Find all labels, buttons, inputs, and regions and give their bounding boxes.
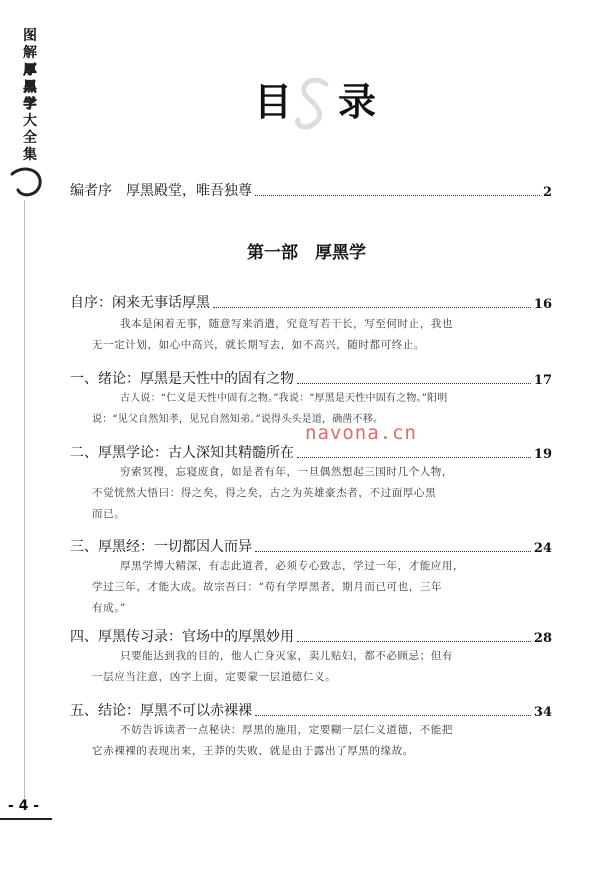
toc-heading — [250, 72, 390, 132]
decorative-swirl-icon — [4, 160, 48, 204]
toc-entry-label: 编者序 厚黑殿堂，唯吾独尊 — [70, 183, 252, 199]
toc-entry-summary — [92, 646, 453, 688]
margin-divider — [24, 200, 25, 808]
summary-line: 只要能达到我的目的，他人亡身灭家，卖儿贴妇，都不必顾忌；但有 — [120, 650, 453, 662]
toc-entry[interactable] — [70, 536, 552, 556]
summary-line: 它赤裸裸的表现出来，王莽的失败，就是由于露出了厚黑的缘故。 — [92, 745, 414, 757]
summary-line: 不觉恍然大悟曰：得之矣，得之矣，古之为英雄豪杰者，不过面厚心黑 — [92, 487, 437, 499]
toc-entry-label: 自序：闲来无事话厚黑 — [70, 295, 210, 311]
toc-entry-page: 34 — [533, 705, 552, 720]
toc-entry-summary — [92, 314, 453, 356]
summary-line: 无一定计划，如心中高兴，就长期写去，如不高兴，随时都可终止。 — [92, 339, 425, 351]
summary-line: 一层应当注意，凶字上面，定要蒙一层道德仁义。 — [92, 671, 337, 683]
leader-dots — [297, 456, 531, 458]
summary-line: 我本是闲着无事，随意写来消遣，究竟写若干长，写至何时止，我也 — [120, 318, 453, 330]
book-series-title — [17, 28, 43, 164]
side-char: 厚 — [23, 63, 37, 78]
leader-dots — [213, 306, 531, 308]
leader-dots — [255, 550, 531, 552]
toc-entry-page: 19 — [533, 447, 552, 462]
toc-entry-label: 二、厚黑学论：古人深知其精髓所在 — [70, 445, 294, 461]
side-char: 全 — [23, 130, 37, 146]
side-char: 大 — [23, 113, 37, 129]
toc-entry-label: 五、结论：厚黑不可以赤裸裸 — [70, 703, 252, 719]
summary-line: 厚黑学博大精深，有志此道者，必须专心致志，学过一年，才能应用， — [120, 560, 465, 572]
summary-line: 学过三年，才能大成。故宗吾曰：“苟有学厚黑者，期月而已可也，三年 — [92, 581, 443, 593]
toc-entry-preface[interactable] — [70, 180, 552, 200]
toc-entry-page: 17 — [533, 373, 552, 388]
toc-entry[interactable] — [70, 292, 552, 312]
summary-line: 说：“见父自然知孝，见兄自然知弟。”说得头头是道，确凿不移。 — [92, 414, 384, 425]
leader-dots — [255, 714, 531, 716]
summary-line: 穷索冥搜，忘寝废食，如是者有年，一旦偶然想起三国时几个人物， — [120, 466, 453, 478]
watermark: navona.cn — [305, 422, 417, 444]
summary-line: 而已。 — [92, 508, 126, 520]
toc-entry-summary — [92, 556, 464, 619]
side-char: 学 — [23, 97, 37, 112]
side-char: 图 — [23, 28, 37, 44]
toc-entry-summary — [92, 462, 453, 525]
summary-line: 古人说：“仁义是天性中固有之物。”我说：“厚黑是天性中固有之物。”阳明 — [120, 393, 448, 404]
heading-char-left: 目 — [254, 80, 293, 124]
toc-entry-page: 2 — [542, 185, 552, 200]
toc-entry[interactable] — [70, 700, 552, 720]
page-number-rule — [0, 818, 52, 820]
summary-line: 有成。” — [92, 602, 127, 614]
toc-entry-label: 四、厚黑传习录：官场中的厚黑妙用 — [70, 629, 294, 645]
leader-dots — [297, 382, 531, 384]
leader-dots — [255, 194, 540, 196]
leader-dots — [297, 640, 531, 642]
side-char: 解 — [23, 45, 37, 61]
part-title: 第一部 厚黑学 — [247, 243, 366, 263]
toc-entry[interactable] — [70, 442, 552, 462]
toc-entry[interactable] — [70, 626, 552, 646]
side-char: 黑 — [23, 80, 37, 95]
toc-entry-page: 24 — [533, 541, 552, 556]
toc-entry[interactable] — [70, 368, 552, 388]
summary-line: 不妨告诉读者一点秘诀：厚黑的施用，定要糊一层仁义道德，不能把 — [120, 724, 453, 736]
toc-entry-label: 一、绪论：厚黑是天性中的固有之物 — [70, 371, 294, 387]
toc-entry-page: 16 — [533, 297, 552, 312]
toc-entry-summary — [92, 720, 453, 762]
toc-entry-label: 三、厚黑经：一切都因人而异 — [70, 539, 252, 555]
heading-char-right: 录 — [338, 80, 377, 124]
page-number: - 4 - — [8, 798, 40, 814]
decorative-s-swirl-icon — [290, 74, 340, 130]
toc-entry-page: 28 — [533, 631, 552, 646]
side-char: 集 — [23, 147, 37, 163]
